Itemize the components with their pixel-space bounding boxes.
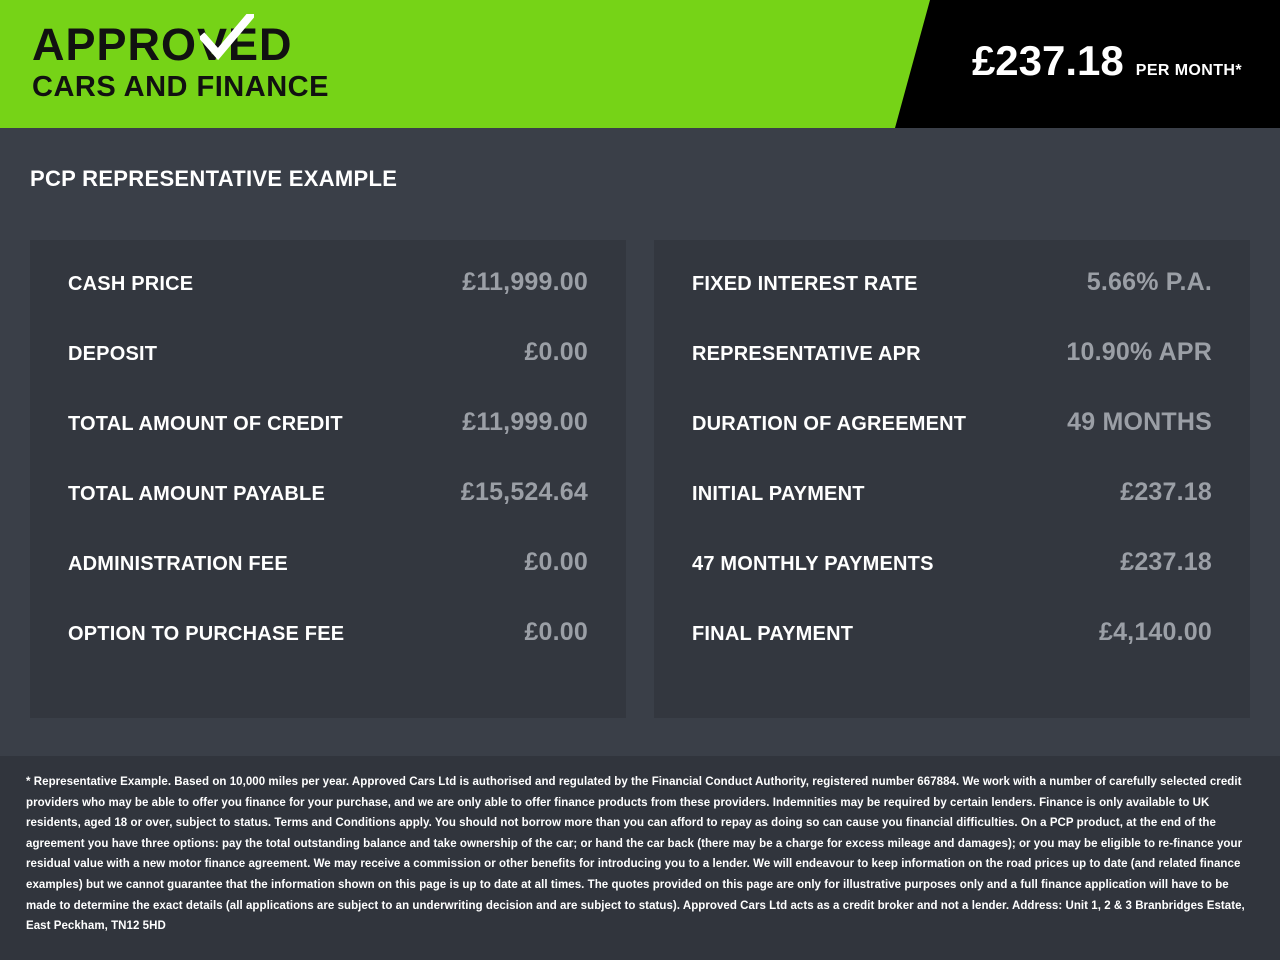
- company-logo: [32, 19, 352, 104]
- table-row: [68, 338, 588, 408]
- disclaimer-text: * Representative Example. Based on 10,000 miles per year. Approved Cars Ltd is authorised and regulated by the Financial Conduct Authority, registered number 667884. We work with a number of carefully selected credit providers who may be able to offer you finance for your purchase, and we are only able to offer finance products from these providers. Indemnities may be required by certain lenders. Finance is only available to UK residents, aged 18 or over, subject to status. Terms and Conditions apply. You should not borrow more than you can afford to repay as doing so can cause you financial difficulties. On a PCP product, at the end of the agreement you have three options: pay the total outstanding balance and take ownership of the car; or hand the car back (there may be a charge for excess mileage and damages); or you may be eligible to re-finance your residual value with a new motor finance agreement. We may receive a commission or other benefits for introducing you to a lender. We will endeavour to keep information on the road prices up to date (and related finance examples) but we cannot guarantee that the information shown on this page is up to date at all times. The quotes provided on this page are only for illustrative purposes only and a full finance application will have to be made to determine the exact details (all applications are subject to an underwriting decision and are subject to status). Approved Cars Ltd acts as a credit broker and not a lender. Address: Unit 1, 2 & 3 Branbridges Estate, East Peckham, TN12 5HD: [26, 776, 1245, 933]
- page-footer: [0, 756, 1280, 960]
- logo-line2-text: CARS AND FINANCE: [32, 71, 329, 103]
- row-value: 5.66% P.A.: [1086, 268, 1212, 296]
- logo-line1-text: APPROVED: [32, 19, 293, 70]
- table-row: [692, 618, 1212, 688]
- page-header: [0, 0, 1280, 128]
- row-label: DEPOSIT: [68, 343, 158, 365]
- row-value: £0.00: [524, 338, 588, 366]
- row-label: TOTAL AMOUNT OF CREDIT: [68, 413, 343, 435]
- row-value: £237.18: [1120, 548, 1212, 576]
- row-value: 10.90% APR: [1066, 338, 1212, 366]
- checkmark-icon: [200, 14, 254, 68]
- row-value: £0.00: [524, 618, 588, 646]
- row-value: £15,524.64: [460, 478, 588, 506]
- row-value: £237.18: [1120, 478, 1212, 506]
- row-value: 49 MONTHS: [1067, 408, 1212, 436]
- row-label: FIXED INTEREST RATE: [692, 273, 918, 295]
- finance-details-panels: [30, 240, 1250, 718]
- finance-panel-right: [654, 240, 1250, 718]
- row-value: £0.00: [524, 548, 588, 576]
- table-row: [68, 478, 588, 548]
- row-label: REPRESENTATIVE APR: [692, 343, 921, 365]
- row-label: FINAL PAYMENT: [692, 623, 854, 645]
- row-label: DURATION OF AGREEMENT: [692, 413, 967, 435]
- table-row: [68, 618, 588, 688]
- table-row: [692, 408, 1212, 478]
- table-row: [692, 268, 1212, 338]
- row-value: £11,999.00: [462, 408, 588, 436]
- logo-line1-wrapper: [32, 19, 352, 70]
- row-label: ADMINISTRATION FEE: [68, 553, 288, 575]
- page-title: PCP REPRESENTATIVE EXAMPLE: [30, 166, 398, 191]
- finance-panel-left: [30, 240, 626, 718]
- row-label: TOTAL AMOUNT PAYABLE: [68, 483, 325, 505]
- row-label: 47 MONTHLY PAYMENTS: [692, 553, 934, 575]
- monthly-price-block: [971, 37, 1242, 84]
- table-row: [68, 408, 588, 478]
- table-row: [692, 478, 1212, 548]
- price-amount: £237.18: [971, 37, 1124, 84]
- table-row: [692, 338, 1212, 408]
- table-row: [692, 548, 1212, 618]
- price-period-label: PER MONTH*: [1135, 62, 1242, 79]
- table-row: [68, 268, 588, 338]
- row-value: £4,140.00: [1098, 618, 1212, 646]
- table-row: [68, 548, 588, 618]
- row-label: INITIAL PAYMENT: [692, 483, 865, 505]
- row-label: OPTION TO PURCHASE FEE: [68, 623, 345, 645]
- row-value: £11,999.00: [462, 268, 588, 296]
- main-content: [0, 128, 1280, 756]
- row-label: CASH PRICE: [68, 273, 194, 295]
